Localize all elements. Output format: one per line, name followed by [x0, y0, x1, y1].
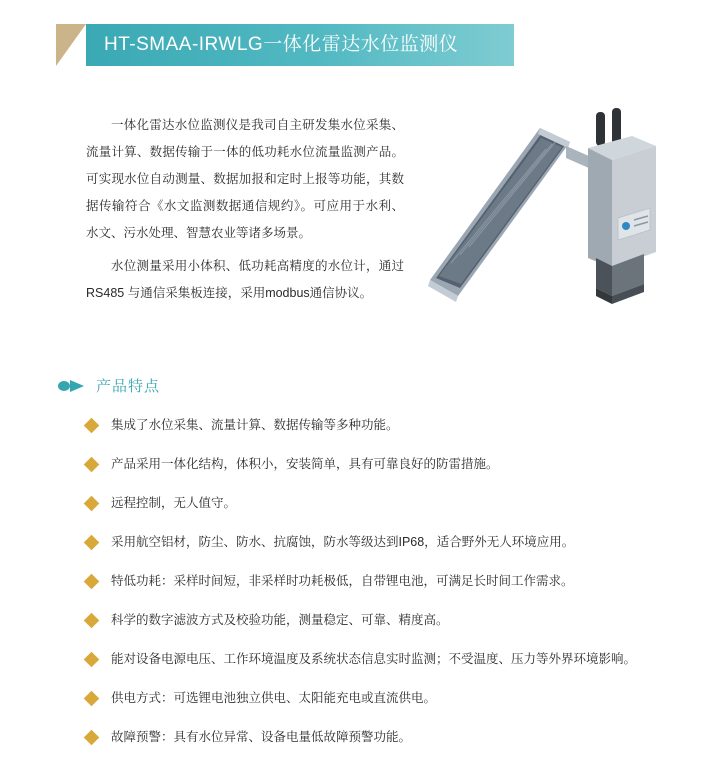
diamond-bullet-icon	[84, 574, 100, 590]
list-item	[86, 493, 656, 532]
diamond-bullet-icon	[84, 691, 100, 707]
diamond-bullet-icon	[84, 535, 100, 551]
list-item-label: 故障预警：具有水位异常、设备电量低故障预警功能。	[111, 730, 412, 744]
list-item-label: 特低功耗：采样时间短，非采样时功耗极低，自带锂电池，可满足长时间工作需求。	[111, 574, 574, 588]
list-item-label: 产品采用一体化结构，体积小，安装简单，具有可靠良好的防雷措施。	[111, 457, 499, 471]
feature-list	[86, 415, 656, 766]
list-item-label: 能对设备电源电压、工作环境温度及系统状态信息实时监测；不受温度、压力等外界环境影响。	[111, 652, 637, 666]
section-title: 产品特点	[96, 378, 161, 395]
page-title: HT-SMAA-IRWLG一体化雷达水位监测仪	[104, 34, 459, 55]
list-item-label: 集成了水位采集、流量计算、数据传输等多种功能。	[111, 418, 399, 432]
radar-water-level-monitor-icon	[420, 100, 680, 330]
list-item	[86, 727, 656, 766]
intro-paragraph-1: 一体化雷达水位监测仪是我司自主研发集水位采集、流量计算、数据传输于一体的低功耗水位流量监测产品。可实现水位自动测量、数据加报和定时上报等功能，其数据传输符合《水文监测数据通信规约》。可应用于水利、水文、污水处理、智慧农业等诸多场景。	[86, 118, 404, 240]
list-item	[86, 454, 656, 493]
section-header-product-features	[58, 375, 160, 396]
list-item	[86, 610, 656, 649]
header-accent-triangle	[56, 24, 86, 66]
list-item-label: 采用航空铝材，防尘、防水、抗腐蚀，防水等级达到IP68，适合野外无人环境应用。	[111, 535, 575, 549]
diamond-bullet-icon	[84, 613, 100, 629]
list-item-label: 科学的数字滤波方式及校验功能，测量稳定、可靠、精度高。	[111, 613, 449, 627]
device-illustration	[420, 100, 680, 330]
list-item	[86, 415, 656, 454]
list-item-label: 供电方式：可选锂电池独立供电、太阳能充电或直流供电。	[111, 691, 437, 705]
list-item	[86, 649, 656, 688]
intro-paragraph-2: 水位测量采用小体积、低功耗高精度的水位计，通过RS485 与通信采集板连接，采用modbus通信协议。	[86, 259, 404, 300]
diamond-bullet-icon	[84, 652, 100, 668]
list-item	[86, 688, 656, 727]
page-header	[56, 24, 514, 66]
list-item	[86, 571, 656, 610]
list-item	[86, 532, 656, 571]
list-item-label: 远程控制，无人值守。	[111, 496, 237, 510]
diamond-bullet-icon	[84, 418, 100, 434]
diamond-bullet-icon	[84, 730, 100, 746]
diamond-bullet-icon	[84, 457, 100, 473]
diamond-bullet-icon	[84, 496, 100, 512]
intro-text-block	[86, 112, 404, 313]
arrow-bullet-icon	[58, 379, 86, 393]
